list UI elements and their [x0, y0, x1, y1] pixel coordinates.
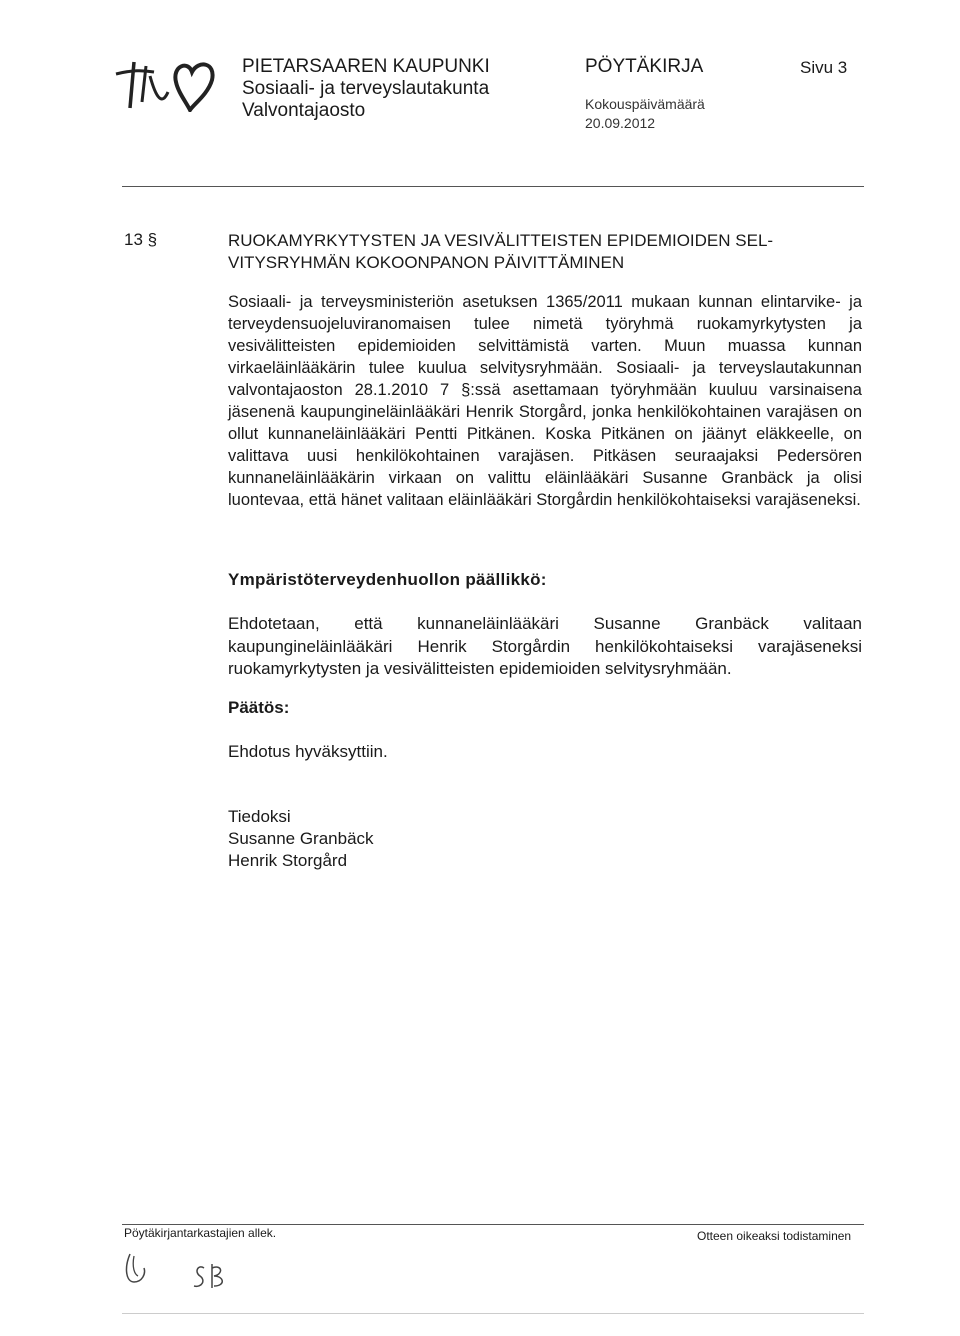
- decision-text: Ehdotus hyväksyttiin.: [228, 742, 388, 761]
- proposal-text: Ehdotetaan, että kunnaneläinlääkäri Susanne Granbäck valitaan kaupungineläinlääkäri Henrik Storgårdin henkilökohtaiseksi varajäseneksi ruokamyrkytysten ja vesivälitteisten epidemioiden selvitysryhmään.: [228, 614, 862, 678]
- committee-name: Sosiaali- ja terveyslautakunta: [242, 78, 490, 99]
- distribution-label: Tiedoksi: [228, 807, 291, 826]
- page-number: Sivu 3: [800, 58, 848, 77]
- distribution-list: [228, 806, 374, 872]
- section-body: Sosiaali- ja terveysministeriön asetuksen 1365/2011 mukaan kunnan elintarvike- ja terveydensuojeluviranomaisen tulee nimetä työryhmä ruokamyrkytysten ja vesivälitteisten epidemioiden selvittämistä varten. Muun muassa kunnan virkaeläinlääkärin tulee kuulua selvitysryhmään. Sosiaali- ja terveyslautakunnan valvontajaoston 28.1.2010 7 §:ssä asettamaan työryhmään kuuluu varsinaisena jäsenenä kaupungineläinlääkäri Henrik Storgård, jonka henkilökohtainen varajäsen on ollut kunnaneläinlääkäri Pentti Pitkänen. Koska Pitkänen on jäänyt eläkkeelle, on valittava uusi henkilökohtainen varajäsen. Pitkäsen seuraajaksi Pedersören kunnaneläinlääkärin virkaan on valittu eläinlääkäri Susanne Granbäck ja olisi luontevaa, että hänet valitaan eläinlääkäri Storgårdin henkilökohtaiseksi varajäseneksi.: [228, 293, 862, 509]
- section-title: RUOKAMYRKYTYSTEN JA VESIVÄLITTEISTEN EPIDEMIOIDEN SEL-VITYSRYHMÄN KOKOONPANON PÄIVITTÄMINEN: [228, 231, 774, 272]
- handwritten-initials: [120, 1248, 240, 1292]
- certification-label: Otteen oikeaksi todistaminen: [697, 1229, 852, 1243]
- organization-block: [242, 56, 490, 122]
- subcommittee-name: Valvontajaosto: [242, 100, 366, 121]
- footer-divider: [122, 1224, 864, 1225]
- distribution-recipient: Henrik Storgård: [228, 851, 348, 870]
- distribution-recipient: Susanne Granbäck: [228, 829, 374, 848]
- section-number: 13 §: [124, 230, 158, 249]
- page-bottom-edge: [122, 1313, 864, 1314]
- organization-name: PIETARSAAREN KAUPUNKI: [242, 56, 490, 77]
- decision-heading: Päätös:: [228, 698, 290, 717]
- header-divider: [122, 186, 864, 187]
- proposal-heading: Ympäristöterveydenhuollon päällikkö:: [228, 570, 547, 589]
- examiners-signature-label: Pöytäkirjantarkastajien allek.: [124, 1226, 277, 1240]
- meeting-date-label: Kokouspäivämäärä: [585, 96, 705, 112]
- document-type: PÖYTÄKIRJA: [585, 56, 704, 77]
- city-logo: [112, 52, 228, 112]
- meeting-date: 20.09.2012: [585, 115, 656, 131]
